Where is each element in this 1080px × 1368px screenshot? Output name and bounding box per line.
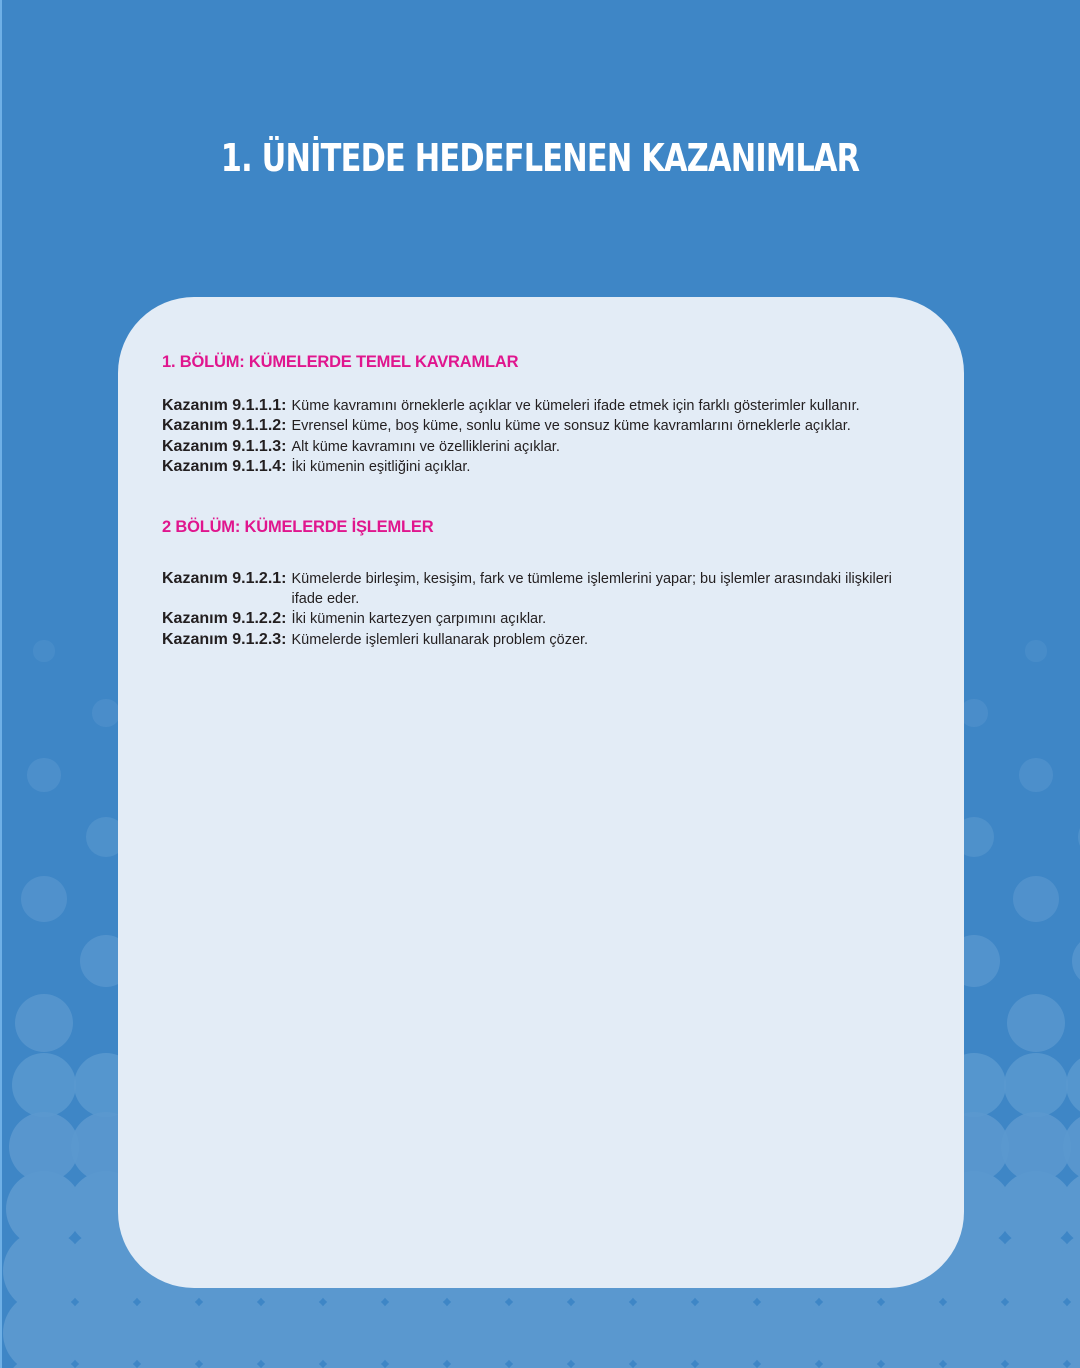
objective-item [162,609,934,629]
bubble-decoration [1063,1112,1080,1183]
objective-text: Kümelerde birleşim, kesişim, fark ve tümleme işlemlerini yapar; bu işlemler arasındaki ilişkileri ifade eder. [291,570,892,608]
bubble-decoration [12,1053,77,1118]
objective-code: Kazanım 9.1.2.2: [162,610,287,628]
objective-item [162,437,934,457]
objective-item [162,630,934,650]
bubble-decoration [21,876,67,922]
bubble-decoration [960,699,987,726]
objective-code: Kazanım 9.1.2.3: [162,630,287,648]
section-2-objectives-list [162,569,934,651]
objective-text: Alt küme kavramını ve özelliklerini açıklar. [291,438,560,455]
objective-item [162,396,934,416]
bubble-decoration [1013,876,1059,922]
bubble-decoration [15,994,73,1052]
objective-code: Kazanım 9.1.1.2: [162,417,287,435]
bubble-decoration [1072,935,1080,987]
objective-item [162,457,934,477]
objective-text: Kümelerde işlemleri kullanarak problem çözer. [291,631,589,648]
section-heading-2: 2 BÖLÜM: KÜMELERDE İŞLEMLER [162,517,434,536]
objective-text: Evrensel küme, boş küme, sonlu küme ve sonsuz küme kavramlarını örneklerle açıklar. [291,418,851,435]
objective-code: Kazanım 9.1.1.1: [162,397,287,414]
bubble-decoration [1007,994,1065,1052]
bubble-decoration [1004,1053,1069,1118]
bubble-decoration [1025,640,1046,661]
objective-code: Kazanım 9.1.2.1: [162,569,287,587]
bubble-decoration [1066,1053,1080,1118]
objective-code: Kazanım 9.1.1.3: [162,437,287,455]
objective-code: Kazanım 9.1.1.4: [162,458,287,476]
objective-text: Küme kavramını örneklerle açıklar ve kümeleri ifade etmek için farklı gösterimler kullanır. [291,398,860,414]
section-heading-1: 1. BÖLÜM: KÜMELERDE TEMEL KAVRAMLAR [162,353,519,371]
bubble-decoration [92,699,119,726]
bubble-decoration [27,758,61,792]
section-1-objectives-list [162,396,934,478]
objective-text: İki kümenin eşitliğini açıklar. [291,459,471,476]
objective-item [162,569,934,610]
page-title: 1. ÜNİTEDE HEDEFLENEN KAZANIMLAR [220,136,860,180]
objective-item [162,416,934,436]
objectives-card [118,297,964,1288]
objective-text: İki kümenin kartezyen çarpımını açıklar. [291,611,547,628]
bubble-decoration [1019,758,1053,792]
bubble-decoration [33,640,54,661]
